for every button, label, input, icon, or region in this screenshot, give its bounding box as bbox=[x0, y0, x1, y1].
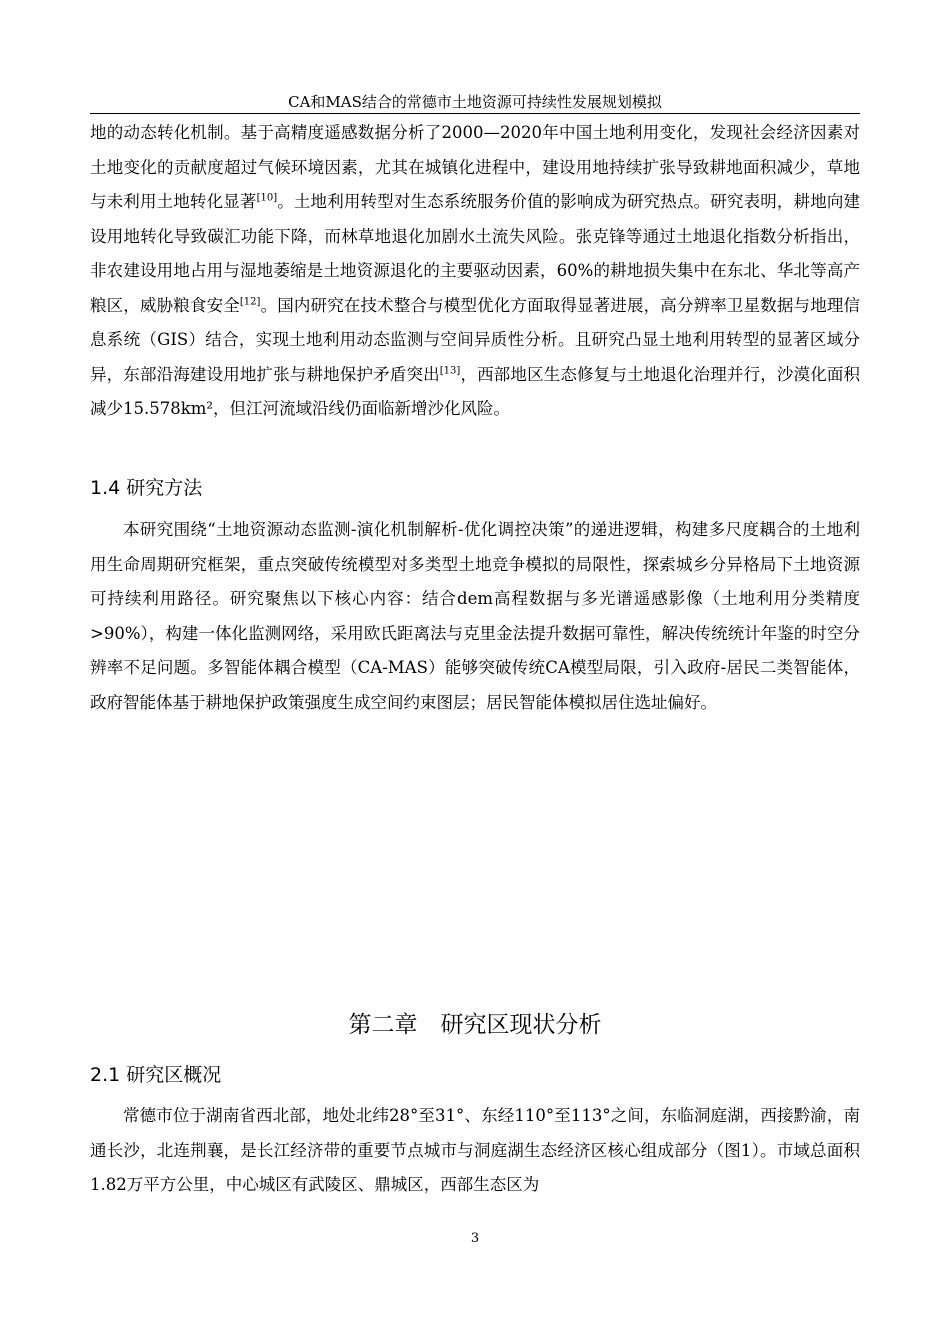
section-1-4-paragraph: 本研究围绕“土地资源动态监测-演化机制解析-优化调控决策”的递进逻辑，构建多尺度耦合的土地利用生命周期研究框架，重点突破传统模型对多类型土地竞争模拟的局限性，探索城乡分异格局下土地资源可持续利用路径。研究聚焦以下核心内容：结合dem高程数据与多光谱遥感影像（土地利用分类精度>90%），构建一体化监测网络，采用欧氏距离法与克里金法提升数据可靠性，解决传统统计年鉴的时空分辨率不足问题。多智能体耦合模型（CA-MAS）能够突破传统CA模型局限，引入政府-居民二类智能体，政府智能体基于耕地保护政策强度生成空间约束图层；居民智能体模拟居住选址偏好。 bbox=[90, 520, 860, 712]
paragraph-text: ，西部地区生态修复与土地退化治理并行，沙漠化面积减少15.578km²，但江河流域沿线仍面临新增沙化风险。 bbox=[90, 364, 861, 418]
paragraph-text: 。国内研究在技术整合与模型优化方面取得显著进展，高分辨率卫星数据与地理信息系统（GIS）结合，实现土地利用动态监测与空间异质性分析。且研究凸显土地利用转型的显著区域分异，东部沿海建设用地扩张与耕地保护矛盾突出 bbox=[90, 295, 861, 384]
page-number: 3 bbox=[470, 1231, 480, 1246]
continued-paragraph bbox=[90, 116, 860, 427]
header-rule bbox=[90, 113, 860, 114]
section-2-1-paragraph: 常德市位于湖南省西北部，地处北纬28°至31°、东经110°至113°之间，东临洞庭湖，西接黔渝，南通长沙，北连荆襄，是长江经济带的重要节点城市与洞庭湖生态经济区核心组成部分（图1）。市域总面积1.82万平方公里，中心城区有武陵区、鼎城区，西部生态区为 bbox=[90, 1106, 860, 1194]
paragraph-text: 地的动态转化机制。基于高精度遥感数据分析了2000—2020年中国土地利用变化，发现社会经济因素对土地变化的贡献度超过气候环境因素，尤其在城镇化进程中，建设用地持续扩张导致耕地面积减少，草地与未利用土地转化显著 bbox=[90, 123, 860, 211]
running-header: CA和MAS结合的常德市土地资源可持续性发展规划模拟 bbox=[288, 93, 662, 111]
citation-ref: [13] bbox=[439, 365, 461, 376]
chapter-heading: 第二章 研究区现状分析 bbox=[348, 1012, 602, 1038]
section-heading-1-4: 1.4 研究方法 bbox=[90, 477, 203, 499]
citation-ref: [10] bbox=[256, 192, 278, 204]
citation-ref: [12] bbox=[239, 296, 261, 307]
section-heading-2-1: 2.1 研究区概况 bbox=[90, 1064, 222, 1086]
paragraph-text: 。土地利用转型对生态系统服务价值的影响成为研究热点。研究表明，耕地向建设用地转化导致碳汇功能下降，而林草地退化加剧水土流失风险。张克锋等通过土地退化指数分析指出，非农建设用地占用与湿地萎缩是土地资源退化的主要驱动因素，60%的耕地损失集中在东北、华北等高产粮区，威胁粮食安全 bbox=[90, 192, 861, 315]
